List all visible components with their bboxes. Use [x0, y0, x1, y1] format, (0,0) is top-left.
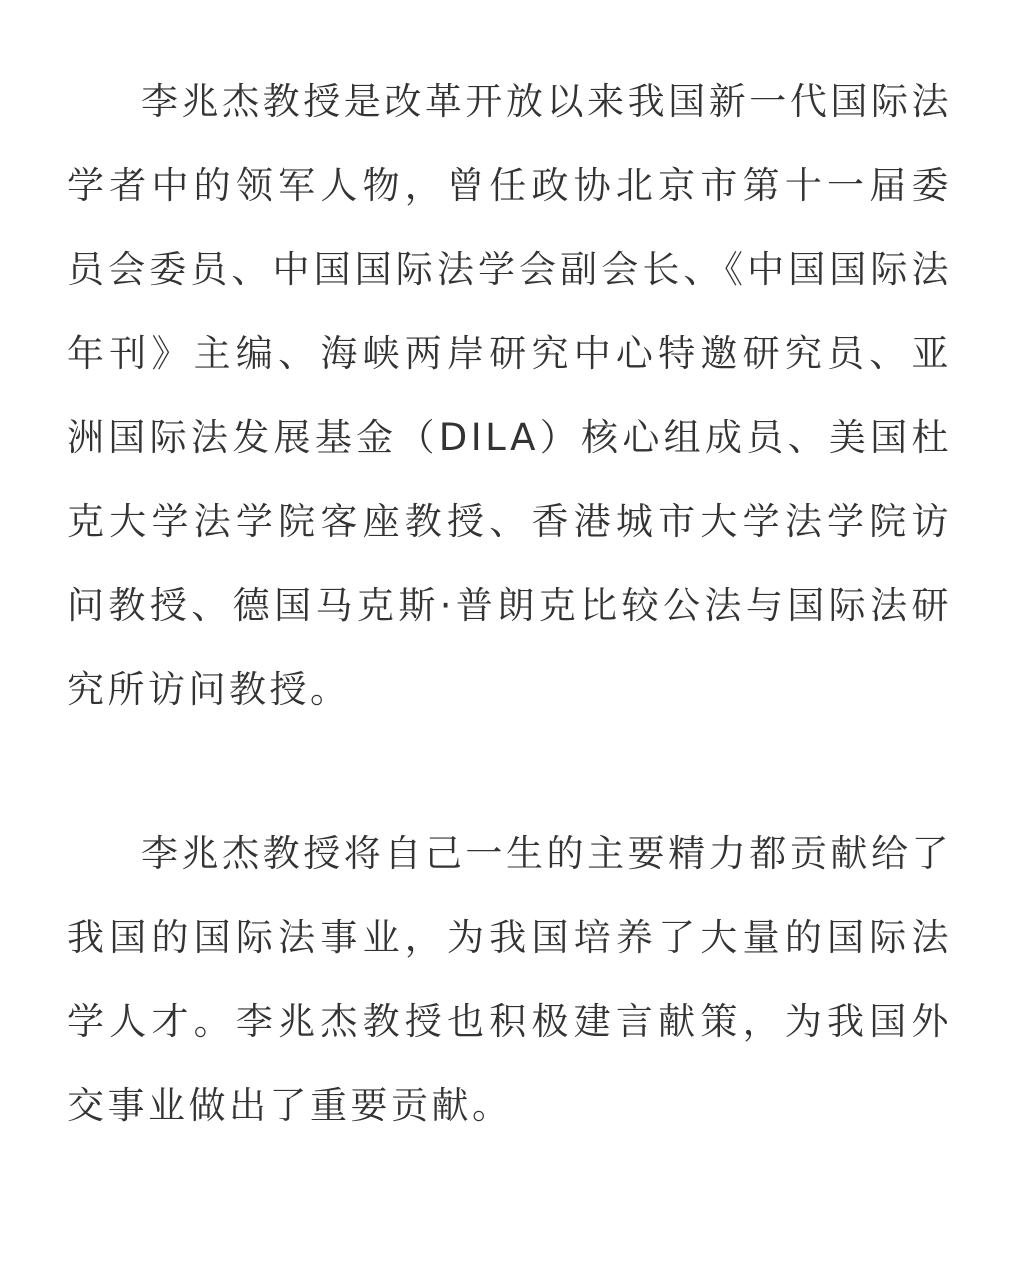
article-paragraph-2: 李兆杰教授将自己一生的主要精力都贡献给了我国的国际法事业，为我国培养了大量的国际法学人才。李兆杰教授也积极建言献策，为我国外交事业做出了重要贡献。 — [67, 832, 952, 1127]
article-paragraph-1: 李兆杰教授是改革开放以来我国新一代国际法学者中的领军人物，曾任政协北京市第十一届委员会委员、中国国际法学会副会长、《中国国际法年刊》主编、海峡两岸研究中心特邀研究员、亚洲国际法发展基金（DILA）核心组成员、美国杜克大学法学院客座教授、香港城市大学法学院访问教授、德国马克斯·普朗克比较公法与国际法研究所访问教授。 — [67, 80, 952, 711]
article-body — [67, 60, 952, 1148]
